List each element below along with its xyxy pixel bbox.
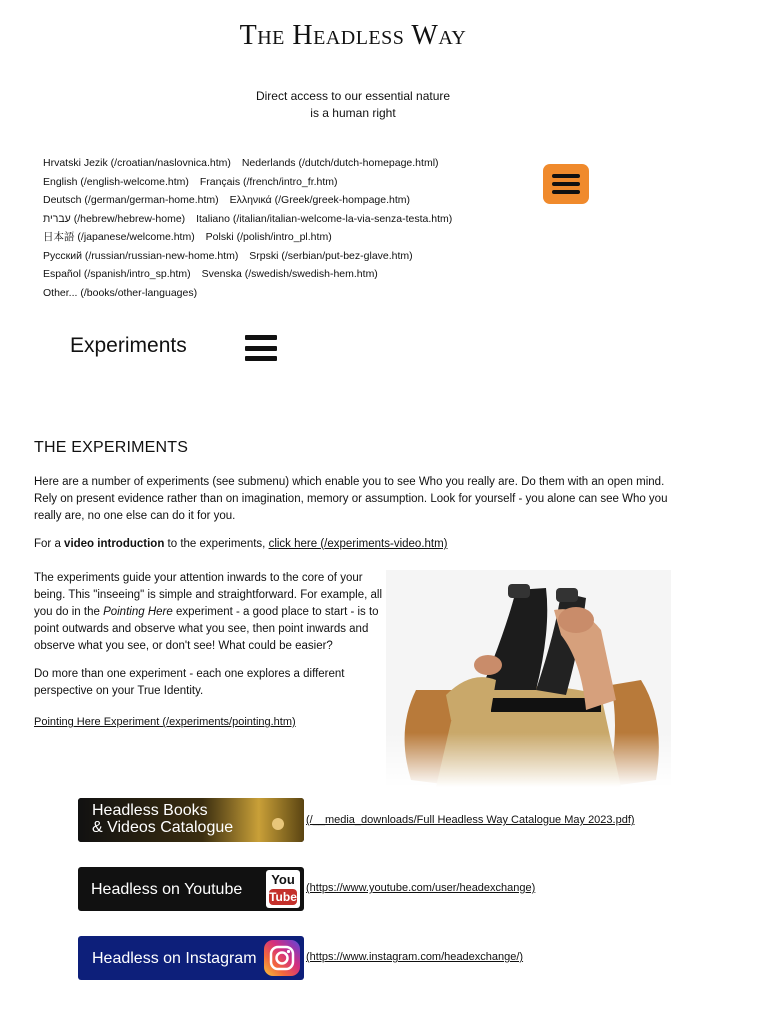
language-row [43,284,523,303]
video-middle: to the experiments, [164,538,269,550]
catalogue-banner-line-1: Headless Books [92,802,208,819]
guide-paragraph [34,570,384,655]
language-link-japanese[interactable]: 日本語 (/japanese/welcome.htm) [43,231,195,243]
page-title: THE EXPERIMENTS [34,439,189,456]
youtube-icon-you: You [271,872,295,887]
reclining-man-photo [386,570,671,787]
hamburger-menu-icon-bar [552,190,580,194]
language-row [43,173,523,192]
catalogue-banner[interactable] [78,798,304,842]
intro-paragraph: Here are a number of experiments (see submenu) which enable you to see Who you really are. Do them with an open mind. Rely on present evidence rather than on imagination, memory or assumption. Look for yourself - you alone can see Who you really are, no one else can do it for you. [34,476,668,522]
hamburger-menu-icon-bar [245,346,277,351]
language-link-hebrew[interactable]: עברית (/hebrew/hebrew-home) [43,212,186,225]
main-menu-button[interactable] [543,164,589,204]
hamburger-menu-icon-bar [552,174,580,178]
language-row [43,265,523,284]
photo-illustration [386,570,671,787]
instagram-icon [264,940,300,976]
language-link-russian[interactable]: Русский (/russian/russian-new-home.htm) [43,249,239,262]
video-prefix: For a [34,538,65,550]
youtube-icon-tube: Tube [269,890,297,904]
language-link-spanish[interactable]: Español (/spanish/intro_sp.htm) [43,268,191,280]
video-link[interactable]: click here (/experiments-video.htm) [268,538,448,550]
language-link-english[interactable]: English (/english-welcome.htm) [43,175,189,188]
language-link-other[interactable]: Other... (/books/other-languages) [43,286,198,299]
language-row [43,210,523,229]
more-paragraph: Do more than one experiment - each one explores a different perspective on your True Identity. [34,668,345,697]
guide-italic-text: Pointing Here [103,606,173,618]
instagram-banner[interactable] [78,936,304,980]
language-link-serbian[interactable]: Srpski (/serbian/put-bez-glave.htm) [249,249,413,262]
catalogue-banner-line-2: & Videos Catalogue [92,819,234,836]
youtube-link[interactable]: (https://www.youtube.com/user/headexchange) [306,882,536,894]
youtube-banner[interactable] [78,867,304,911]
language-link-french[interactable]: Français (/french/intro_fr.htm) [199,175,338,188]
submenu-button[interactable] [245,335,277,361]
catalogue-link[interactable]: (/__media_downloads/Full Headless Way Catalogue May 2023.pdf) [306,814,635,826]
language-row [43,191,523,210]
tagline-line-1: Direct access to our essential nature [255,89,451,103]
site-title[interactable]: The Headless Way [239,20,467,51]
youtube-icon [266,870,300,908]
language-link-polish[interactable]: Polski (/polish/intro_pl.htm) [205,231,332,243]
language-link-italian[interactable]: Italiano (/italian/italian-welcome-la-via-senza-testa.htm) [196,212,453,225]
instagram-glyph [264,940,300,976]
video-intro-paragraph [34,536,674,553]
language-link-dutch[interactable]: Nederlands (/dutch/dutch-homepage.html) [241,157,439,169]
language-row [43,154,523,173]
pointing-here-link[interactable]: Pointing Here Experiment (/experiments/pointing.htm) [34,716,296,728]
language-list [43,154,523,302]
tagline [0,88,706,122]
hamburger-menu-icon-bar [245,356,277,361]
language-link-greek[interactable]: Ελληνικά (/Greek/greek-hompage.htm) [229,194,411,206]
hamburger-menu-icon-bar [245,335,277,340]
instagram-link[interactable]: (https://www.instagram.com/headexchange/) [306,951,524,963]
tagline-line-2: is a human right [310,106,396,120]
language-link-german[interactable]: Deutsch (/german/german-home.htm) [43,194,219,206]
language-link-swedish[interactable]: Svenska (/swedish/swedish-hem.htm) [201,268,378,280]
video-bold-text: video introduction [64,538,165,550]
language-row [43,228,523,247]
guide-text-2: experiment - a good place to start - is to point outwards and observe what you see, then point inwards and observe what you see, or don't see! What could be easier? [34,606,379,652]
language-link-croatian[interactable]: Hrvatski Jezik (/croatian/naslovnica.htm) [43,157,231,169]
section-heading: Experiments [70,334,187,357]
instagram-banner-label: Headless on Instagram [92,950,257,967]
language-row [43,247,523,266]
guide-text-1: The experiments guide your attention inwards to the core of your being. This "inseeing" is simple and straightforward. For example, all you do in the [34,572,383,618]
hamburger-menu-icon-bar [552,182,580,186]
youtube-banner-label: Headless on Youtube [91,881,243,898]
